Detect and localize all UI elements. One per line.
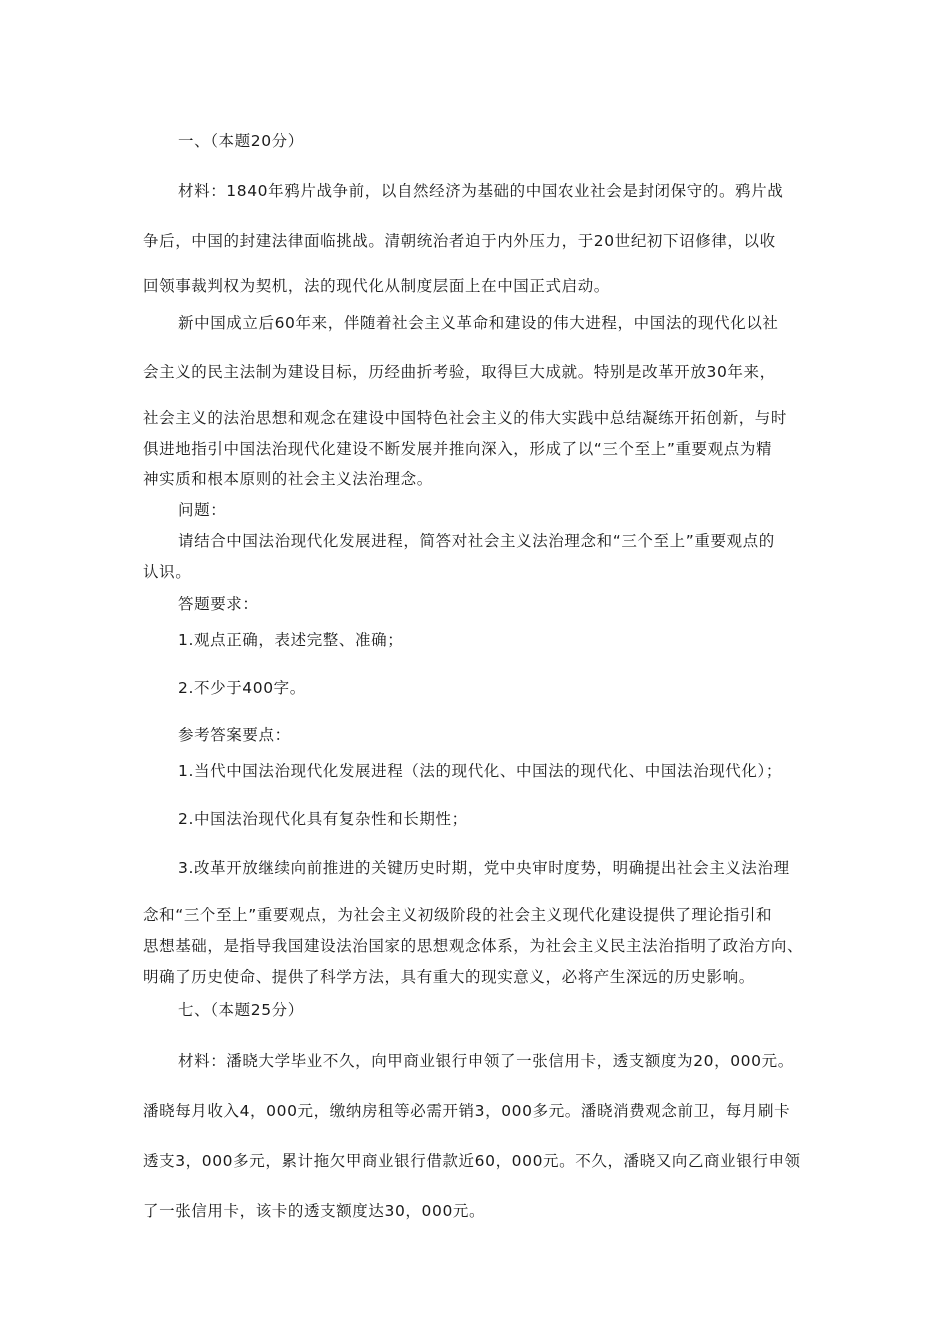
q7-heading: 七、（本题25分） <box>178 1001 304 1019</box>
q1-material-line: 社会主义的法治思想和观念在建设中国特色社会主义的伟大实践中总结凝练开拓创新，与时 <box>143 409 788 427</box>
q1-question-line: 请结合中国法治现代化发展进程，简答对社会主义法治理念和“三个至上”重要观点的 <box>178 532 775 550</box>
q1-answer-point: 2.中国法治现代化具有复杂性和长期性； <box>178 810 468 828</box>
q1-material-line: 新中国成立后60年来，伴随着社会主义革命和建设的伟大进程，中国法的现代化以社 <box>178 314 779 332</box>
q1-material-line: 俱进地指引中国法治现代化建设不断发展并推向深入，形成了以“三个至上”重要观点为精 <box>143 440 773 458</box>
q1-question-label: 问题： <box>178 501 227 519</box>
q1-answer-point: 念和“三个至上”重要观点，为社会主义初级阶段的社会主义现代化建设提供了理论指引和 <box>143 906 773 924</box>
q1-requirements-label: 答题要求： <box>178 595 259 613</box>
q1-answer-label: 参考答案要点： <box>178 726 291 744</box>
q1-requirement-item: 2.不少于400字。 <box>178 679 306 697</box>
q1-material-line: 神实质和根本原则的社会主义法治理念。 <box>143 470 433 488</box>
q7-material-line: 潘晓每月收入4，000元，缴纳房租等必需开销3，000多元。潘晓消费观念前卫，每月刷卡 <box>143 1102 791 1120</box>
q1-material-line: 争后，中国的封建法律面临挑战。清朝统治者迫于内外压力，于20世纪初下诏修律，以收 <box>143 232 776 250</box>
q1-material-line: 会主义的民主法制为建设目标，历经曲折考验，取得巨大成就。特别是改革开放30年来， <box>143 363 776 381</box>
q1-answer-point: 思想基础，是指导我国建设法治国家的思想观念体系，为社会主义民主法治指明了政治方向、 <box>143 937 804 955</box>
q7-material-line: 材料：潘晓大学毕业不久，向甲商业银行申领了一张信用卡，透支额度为20，000元。 <box>178 1052 794 1070</box>
q7-material-line: 透支3，000多元，累计拖欠甲商业银行借款近60，000元。不久，潘晓又向乙商业银行申领 <box>143 1152 801 1170</box>
q1-answer-point: 3.改革开放继续向前推进的关键历史时期，党中央审时度势，明确提出社会主义法治理 <box>178 859 790 877</box>
q1-answer-point: 1.当代中国法治现代化发展进程（法的现代化、中国法的现代化、中国法治现代化）； <box>178 762 782 780</box>
q1-material-line: 材料：1840年鸦片战争前，以自然经济为基础的中国农业社会是封闭保守的。鸦片战 <box>178 182 784 200</box>
q1-heading: 一、（本题20分） <box>178 132 304 150</box>
q7-material-line: 了一张信用卡，该卡的透支额度达30，000元。 <box>143 1202 486 1220</box>
q1-requirement-item: 1.观点正确，表述完整、准确； <box>178 631 404 649</box>
q1-answer-point: 明确了历史使命、提供了科学方法，具有重大的现实意义，必将产生深远的历史影响。 <box>143 968 755 986</box>
q1-question-line: 认识。 <box>143 563 192 581</box>
q1-material-line: 回领事裁判权为契机，法的现代化从制度层面上在中国正式启动。 <box>143 277 610 295</box>
